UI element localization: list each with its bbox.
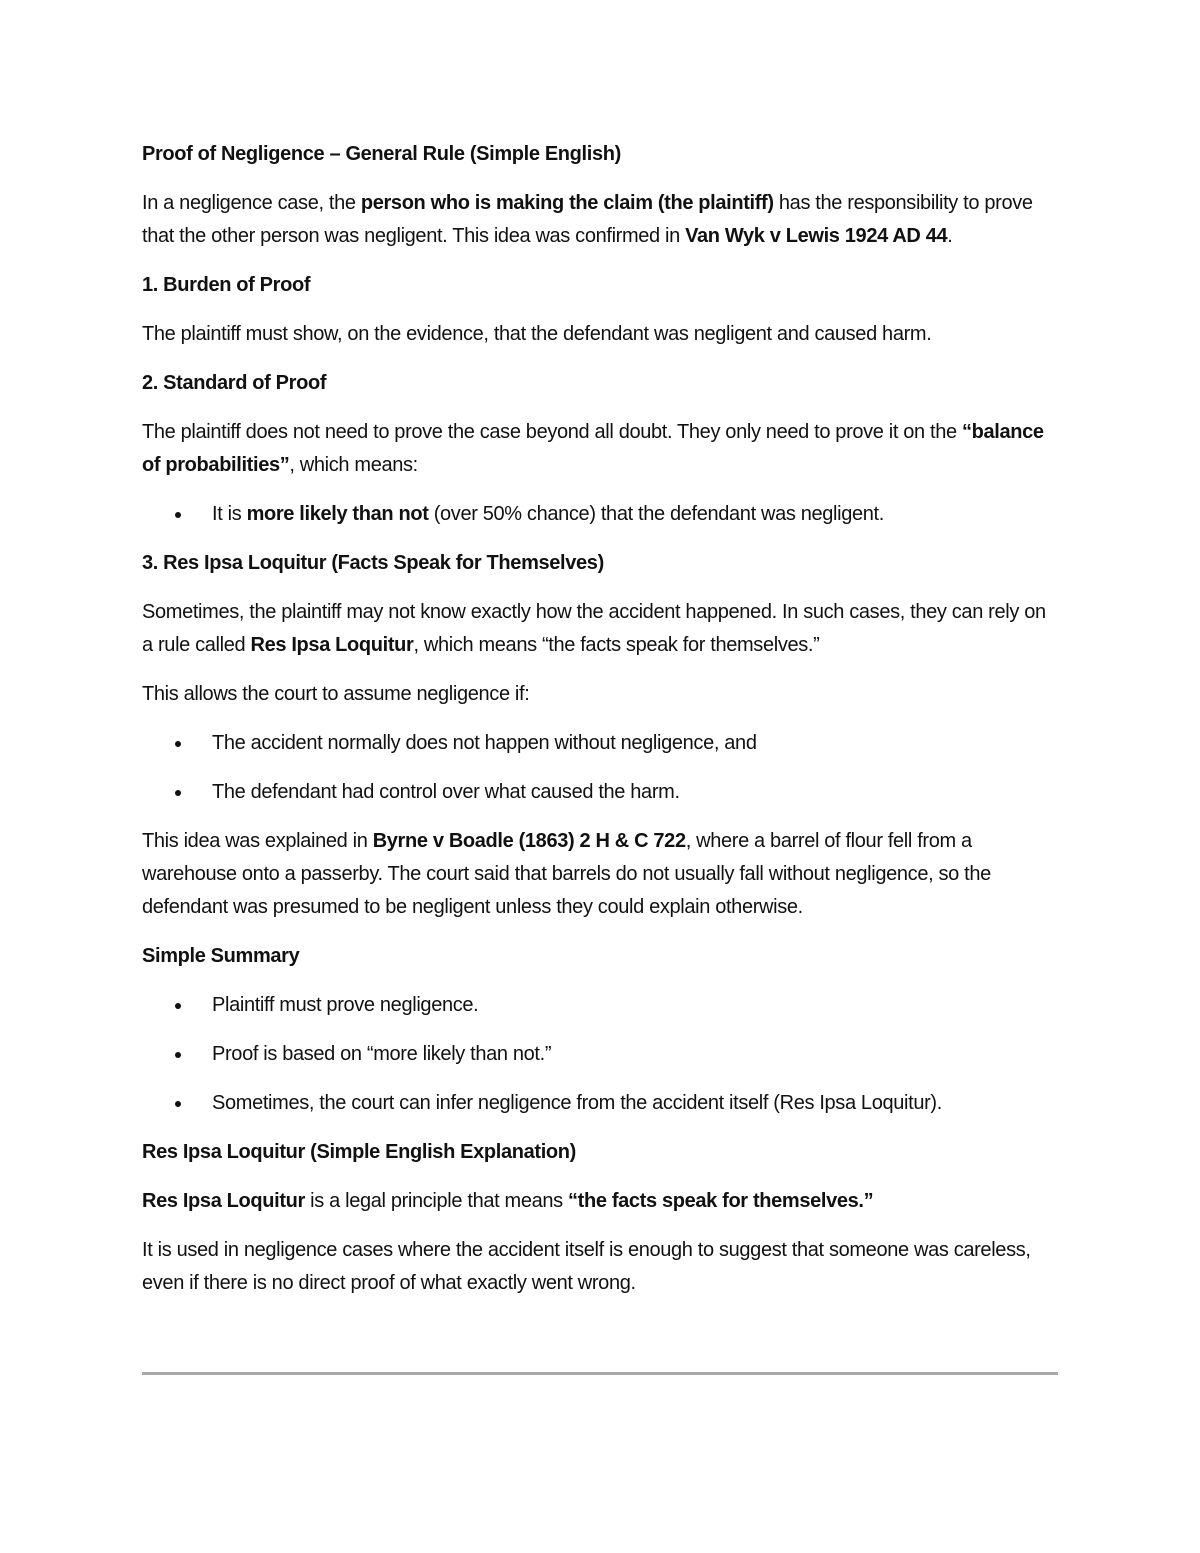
list-item [142, 727, 1060, 760]
intro-text-3: . [947, 225, 953, 247]
standard-text-2: , which means: [289, 454, 418, 476]
explanation-paragraph: It is used in negligence cases where the accident itself is enough to suggest that someone was careless, even if there is no direct proof of what exactly went wrong. [142, 1239, 1031, 1294]
explanation-heading: Res Ipsa Loquitur (Simple English Explanation) [142, 1141, 576, 1163]
bullet-icon [175, 512, 181, 518]
list-item [142, 1087, 1060, 1120]
intro-paragraph [142, 187, 1060, 253]
burden-paragraph: The plaintiff must show, on the evidence, that the defendant was negligent and caused harm. [142, 323, 932, 345]
list-item [142, 498, 1060, 531]
res-ipsa-heading: 3. Res Ipsa Loquitur (Facts Speak for Themselves) [142, 552, 604, 574]
byrne-case-citation: Byrne v Boadle (1863) 2 H & C 722 [372, 830, 686, 852]
standard-bullet-text-2: (over 50% chance) that the defendant was negligent. [428, 503, 884, 525]
bullet-icon [175, 790, 181, 796]
document-page [142, 138, 1060, 1316]
balance-of-probabilities-bold: “balance of probabilities” [142, 421, 1044, 476]
case-text-1: This idea was explained in [142, 830, 373, 852]
case-paragraph [142, 825, 1060, 924]
intro-text-2: has the responsibility to prove that the other person was negligent. This idea was confirmed in [142, 192, 1033, 247]
definition-text: is a legal principle that means [304, 1190, 569, 1212]
standard-bullet-list [142, 498, 1060, 531]
burden-heading: 1. Burden of Proof [142, 274, 311, 296]
list-item [142, 776, 1060, 809]
res-ipsa-text-1: Sometimes, the plaintiff may not know exactly how the accident happened. In such cases, they can rely on a rule called [142, 601, 1046, 656]
summary-heading: Simple Summary [142, 945, 300, 967]
definition-meaning-bold: “the facts speak for themselves.” [568, 1190, 874, 1212]
page-divider [142, 1372, 1058, 1375]
intro-text-1: In a negligence case, the [142, 192, 361, 214]
bullet-icon [175, 1101, 181, 1107]
res-ipsa-bold: Res Ipsa Loquitur [250, 634, 414, 656]
list-item [142, 1038, 1060, 1071]
summary-bullet-list [142, 989, 1060, 1120]
standard-heading: 2. Standard of Proof [142, 372, 327, 394]
summary-bullet-text: Sometimes, the court can infer negligence from the accident itself (Res Ipsa Loquitur). [212, 1092, 942, 1114]
res-ipsa-bullet-text: The defendant had control over what caused the harm. [212, 781, 680, 803]
intro-case-citation: Van Wyk v Lewis 1924 AD 44 [685, 225, 948, 247]
standard-bullet-text-1: It is [212, 503, 247, 525]
allows-paragraph: This allows the court to assume negligence if: [142, 683, 530, 705]
list-item [142, 989, 1060, 1022]
standard-text-1: The plaintiff does not need to prove the case beyond all doubt. They only need to prove it on the [142, 421, 962, 443]
case-text-2: , where a barrel of flour fell from a warehouse onto a passerby. The court said that barrels do not usually fall without negligence, so the defendant was presumed to be negligent unless they could explain otherwise. [142, 830, 991, 918]
res-ipsa-bullet-list [142, 727, 1060, 809]
res-ipsa-bullet-text: The accident normally does not happen without negligence, and [212, 732, 757, 754]
summary-bullet-text: Plaintiff must prove negligence. [212, 994, 479, 1016]
bullet-icon [175, 1003, 181, 1009]
res-ipsa-paragraph [142, 596, 1060, 662]
intro-plaintiff-bold: person who is making the claim (the plaintiff) [360, 192, 774, 214]
document-title: Proof of Negligence – General Rule (Simple English) [142, 143, 621, 165]
standard-paragraph [142, 416, 1060, 482]
summary-bullet-text: Proof is based on “more likely than not.” [212, 1043, 552, 1065]
definition-term-bold: Res Ipsa Loquitur [142, 1190, 305, 1212]
bullet-icon [175, 1052, 181, 1058]
definition-paragraph [142, 1185, 1060, 1218]
res-ipsa-text-2: , which means “the facts speak for themselves.” [413, 634, 820, 656]
bullet-icon [175, 741, 181, 747]
more-likely-bold: more likely than not [246, 503, 429, 525]
